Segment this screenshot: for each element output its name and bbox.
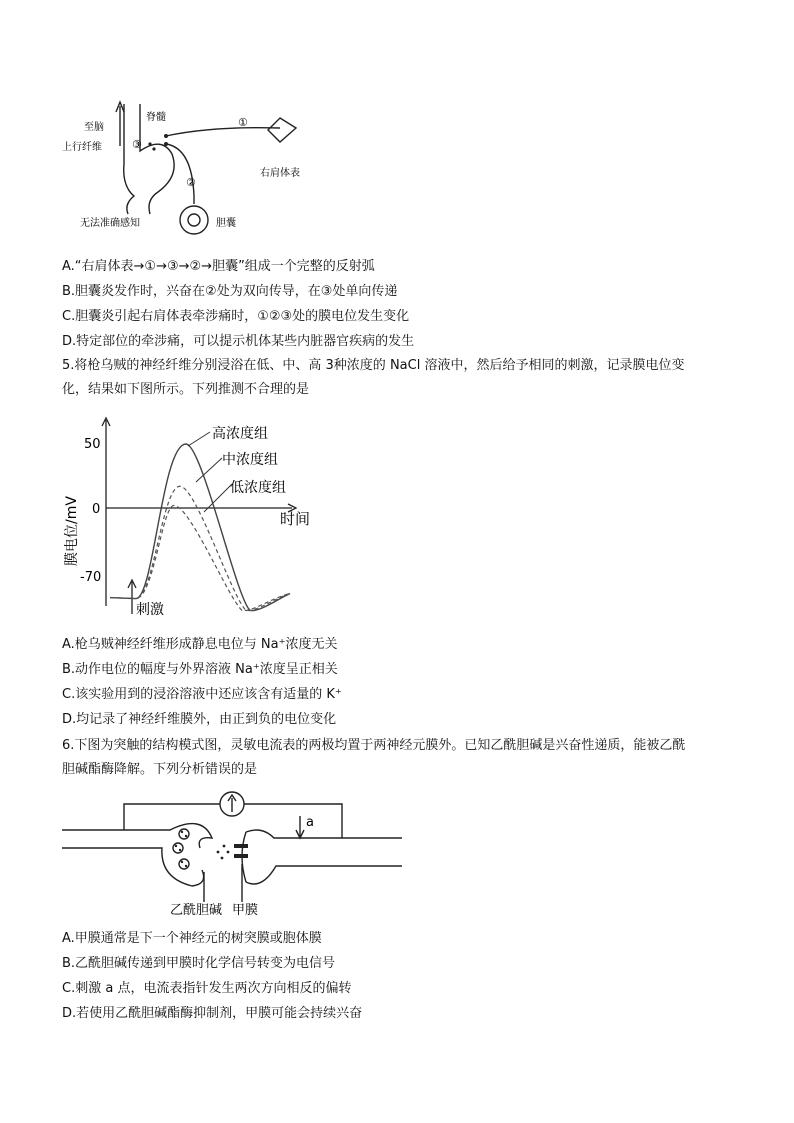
q4-option-a: A.“右肩体表→①→③→②→胆囊”组成一个完整的反射弧 bbox=[62, 259, 375, 274]
q4-option-b: B.胆囊炎发作时，兴奋在②处为双向传导，在③处单向传递 bbox=[62, 284, 398, 299]
ytick-50: 50 bbox=[84, 437, 101, 452]
q5-option-c: C.该实验用到的浸浴溶液中还应该含有适量的 K⁺ bbox=[62, 687, 342, 702]
label-point-a: a bbox=[306, 815, 314, 830]
label-spinal-cord: 脊髓 bbox=[146, 112, 166, 123]
q4-option-c: C.胆囊炎引起右肩体表牵涉痛时，①②③处的膜电位发生变化 bbox=[62, 309, 410, 324]
label-no-perception: 无法准确感知 bbox=[80, 218, 140, 229]
q5-option-d: D.均记录了神经纤维膜外，由正到负的电位变化 bbox=[62, 712, 337, 727]
series-low-line bbox=[110, 505, 290, 610]
q5-stem-line2: 化，结果如下图所示。下列推测不合理的是 bbox=[62, 382, 310, 397]
q6-option-d: D.若使用乙酰胆碱酯酶抑制剂，甲膜可能会持续兴奋 bbox=[62, 1006, 363, 1021]
q5-stem-line1: 5.将枪乌贼的神经纤维分别浸浴在低、中、高 3种浓度的 NaCl 溶液中，然后给予相同的刺激，记录膜电位变 bbox=[62, 358, 685, 373]
stimulus-label: 刺激 bbox=[136, 602, 164, 618]
q5-option-b: B.动作电位的幅度与外界溶液 Na⁺浓度呈正相关 bbox=[62, 662, 338, 677]
q6-stem-line1: 6.下图为突触的结构模式图，灵敏电流表的两极均置于两神经元膜外。已知乙酰胆碱是兴奋性递质，能被乙酰 bbox=[62, 738, 686, 753]
label-gallbladder: 胆囊 bbox=[216, 218, 236, 229]
ylabel: 膜电位/mV bbox=[64, 496, 80, 566]
q6-option-c: C.刺激 a 点，电流表指针发生两次方向相反的偏转 bbox=[62, 981, 352, 996]
membrane-potential-chart bbox=[62, 416, 322, 626]
ytick-neg70: -70 bbox=[80, 570, 102, 585]
label-right-shoulder: 右肩体表 bbox=[260, 168, 300, 179]
q6-option-b: B.乙酰胆碱传递到甲膜时化学信号转变为电信号 bbox=[62, 956, 336, 971]
ytick-0: 0 bbox=[92, 502, 101, 517]
label-acetylcholine: 乙酰胆碱 bbox=[170, 903, 223, 916]
label-circle-2: ② bbox=[186, 176, 196, 189]
label-membrane: 甲膜 bbox=[232, 903, 259, 916]
q6-stem bbox=[62, 734, 742, 782]
label-circle-1: ① bbox=[238, 116, 248, 129]
label-ascending-fiber: 上行纤维 bbox=[62, 142, 102, 153]
xlabel: 时间 bbox=[280, 510, 311, 528]
legend-high: 高浓度组 bbox=[212, 426, 268, 442]
q6-stem-line2: 胆碱酯酶降解。下列分析错误的是 bbox=[62, 762, 258, 777]
reflex-diagram bbox=[62, 96, 322, 246]
synapse-diagram bbox=[62, 786, 402, 916]
q4-option-d: D.特定部位的牵涉痛，可以提示机体某些内脏器官疾病的发生 bbox=[62, 334, 415, 349]
label-circle-3: ③ bbox=[132, 138, 142, 151]
q5-option-a: A.枪乌贼神经纤维形成静息电位与 Na⁺浓度无关 bbox=[62, 637, 338, 652]
legend-low: 低浓度组 bbox=[230, 480, 286, 496]
legend-mid: 中浓度组 bbox=[222, 452, 278, 468]
q6-option-a: A.甲膜通常是下一个神经元的树突膜或胞体膜 bbox=[62, 931, 322, 946]
series-mid-line bbox=[110, 486, 290, 610]
series-high-line bbox=[110, 444, 290, 611]
q5-stem bbox=[62, 354, 742, 402]
label-to-brain: 至脑 bbox=[84, 122, 104, 133]
